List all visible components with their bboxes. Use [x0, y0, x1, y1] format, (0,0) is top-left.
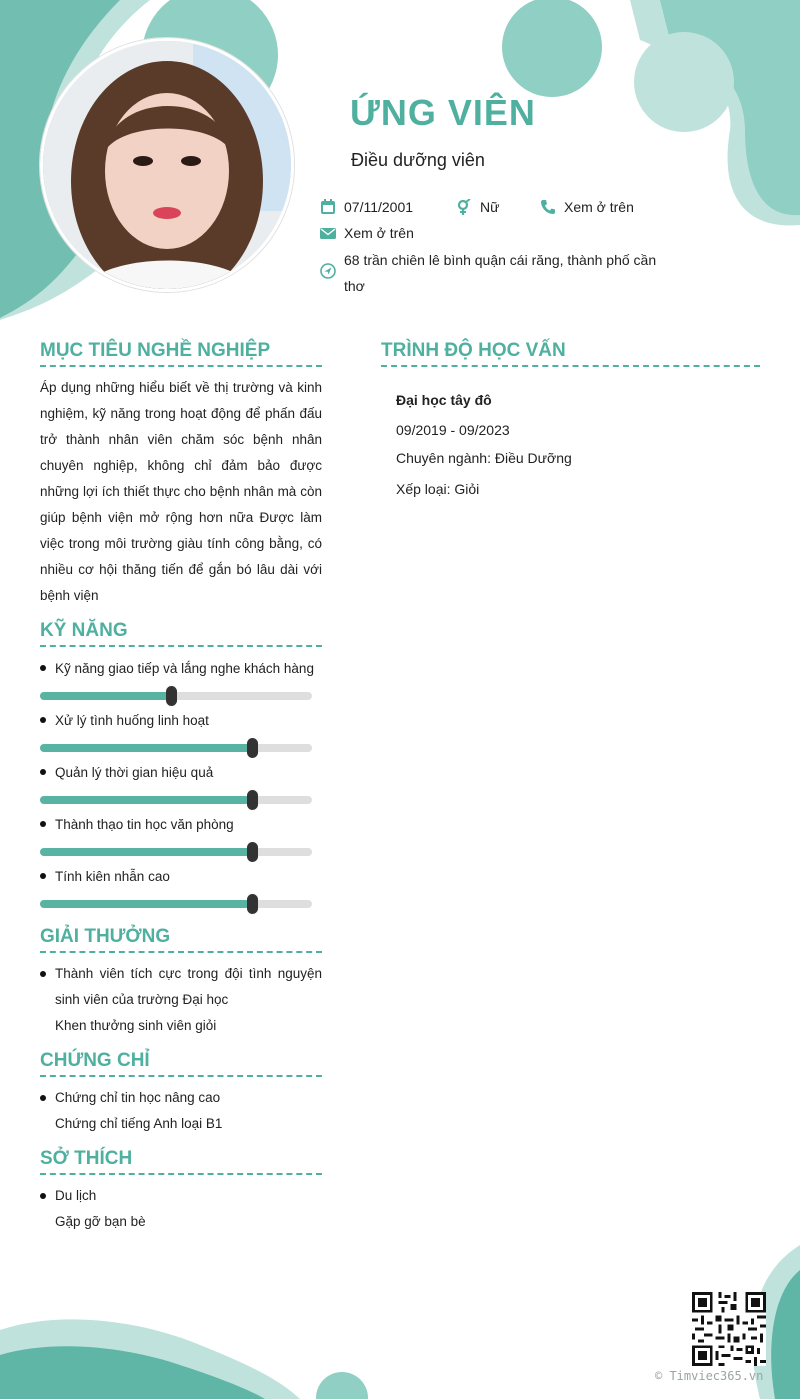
- skill-bar-knob: [247, 790, 258, 810]
- info-birthday: [320, 199, 413, 215]
- skill-bar: [40, 900, 312, 908]
- skill-item: [40, 710, 322, 752]
- bullet-icon: [40, 873, 46, 879]
- profile-photo-image: [43, 41, 291, 289]
- skill-bar: [40, 848, 312, 856]
- top-right-small-circle: [634, 32, 734, 132]
- objective-text: Áp dụng những hiểu biết về thị trường và kinh nghiệm, kỹ năng trong hoạt động để phấn đấu trở thành nhân viên chăm sóc bệnh nhân chuyên nghiệp, không chỉ đảm bảo được những lợi ích thiết thực cho bệnh nhân mà còn giúp bệnh viện mở rộng hơn nữa Được làm việc trong môi trường giàu tính công bằng, có nhiều cơ hội thăng tiến để gắn bó lâu dài với bệnh viện: [40, 380, 322, 603]
- bullet-icon: [40, 1095, 46, 1101]
- skill-bar-fill: [40, 796, 252, 804]
- skill-item: [40, 762, 322, 804]
- award-item: Khen thưởng sinh viên giỏi: [55, 1018, 217, 1033]
- skill-bar: [40, 692, 312, 700]
- gender-value: Nữ: [480, 199, 500, 215]
- skill-bar-fill: [40, 744, 252, 752]
- bullet-icon: [40, 1193, 46, 1199]
- address-value: 68 trần chiên lê bình quận cái răng, thành phố cần thơ: [344, 252, 657, 294]
- skills-title: KỸ NĂNG: [40, 620, 322, 647]
- info-gender: [456, 199, 499, 215]
- education-grade: Xếp loại: Giỏi: [396, 481, 480, 497]
- skill-name: Quản lý thời gian hiệu quả: [55, 764, 214, 780]
- skill-bar-knob: [247, 842, 258, 862]
- awards-title: GIẢI THƯỞNG: [40, 926, 322, 953]
- bottom-small-circle: [316, 1372, 368, 1399]
- candidate-name: ỨNG VIÊN: [350, 92, 536, 133]
- info-email: [320, 225, 414, 241]
- award-item: Thành viên tích cực trong đội tình nguyện sinh viên của trường Đại học: [55, 966, 322, 1007]
- certificate-item: Chứng chỉ tin học nâng cao: [55, 1090, 221, 1105]
- skill-bar: [40, 796, 312, 804]
- skill-name: Xử lý tình huống linh hoạt: [55, 712, 209, 728]
- skill-bar-knob: [247, 894, 258, 914]
- hobbies-title: SỞ THÍCH: [40, 1148, 322, 1175]
- skill-name: Tính kiên nhẫn cao: [55, 868, 170, 884]
- objective-title: MỤC TIÊU NGHỀ NGHIỆP: [40, 340, 322, 367]
- bullet-icon: [40, 665, 46, 671]
- calendar-icon: [320, 199, 336, 215]
- skill-name: Thành thạo tin học văn phòng: [55, 816, 234, 832]
- certificate-item: Chứng chỉ tiếng Anh loại B1: [55, 1116, 223, 1131]
- birthday-value: 07/11/2001: [344, 199, 414, 215]
- certificates-title: CHỨNG CHỈ: [40, 1050, 322, 1077]
- bullet-icon: [40, 821, 46, 827]
- profile-photo: [40, 38, 294, 292]
- phone-value: Xem ở trên: [564, 199, 634, 215]
- location-icon: [320, 263, 336, 279]
- mail-icon: [320, 225, 336, 241]
- bullet-icon: [40, 971, 46, 977]
- candidate-position: Điều dưỡng viên: [351, 150, 485, 170]
- qr-code: [692, 1292, 766, 1366]
- skill-item: [40, 814, 322, 856]
- skill-bar-knob: [166, 686, 177, 706]
- skill-bar-fill: [40, 692, 171, 700]
- education-period: 09/2019 - 09/2023: [396, 422, 510, 438]
- hobby-item: Du lịch: [55, 1188, 97, 1203]
- skill-bar-fill: [40, 848, 252, 856]
- hobbies-list: [40, 1183, 322, 1235]
- education-major: Chuyên ngành: Điều Dưỡng: [396, 450, 572, 466]
- skill-name: Kỹ năng giao tiếp và lắng nghe khách hàng: [55, 660, 314, 676]
- hobby-item: Gặp gỡ bạn bè: [55, 1214, 146, 1229]
- info-phone: [540, 199, 634, 215]
- bullet-icon: [40, 769, 46, 775]
- phone-icon: [540, 199, 556, 215]
- skill-item: [40, 658, 322, 700]
- education-title: TRÌNH ĐỘ HỌC VẤN: [381, 340, 760, 367]
- certificates-list: [40, 1085, 322, 1137]
- bullet-icon: [40, 717, 46, 723]
- top-circle-right: [502, 0, 602, 97]
- skill-bar-knob: [247, 738, 258, 758]
- skill-item: [40, 866, 322, 908]
- education-school: Đại học tây đô: [396, 392, 492, 408]
- watermark: © Timviec365.vn: [655, 1369, 764, 1383]
- email-value: Xem ở trên: [344, 225, 414, 241]
- gender-icon: [456, 199, 472, 215]
- awards-list: [40, 961, 322, 1039]
- skill-bar-fill: [40, 900, 252, 908]
- skill-bar: [40, 744, 312, 752]
- info-address: [320, 247, 660, 299]
